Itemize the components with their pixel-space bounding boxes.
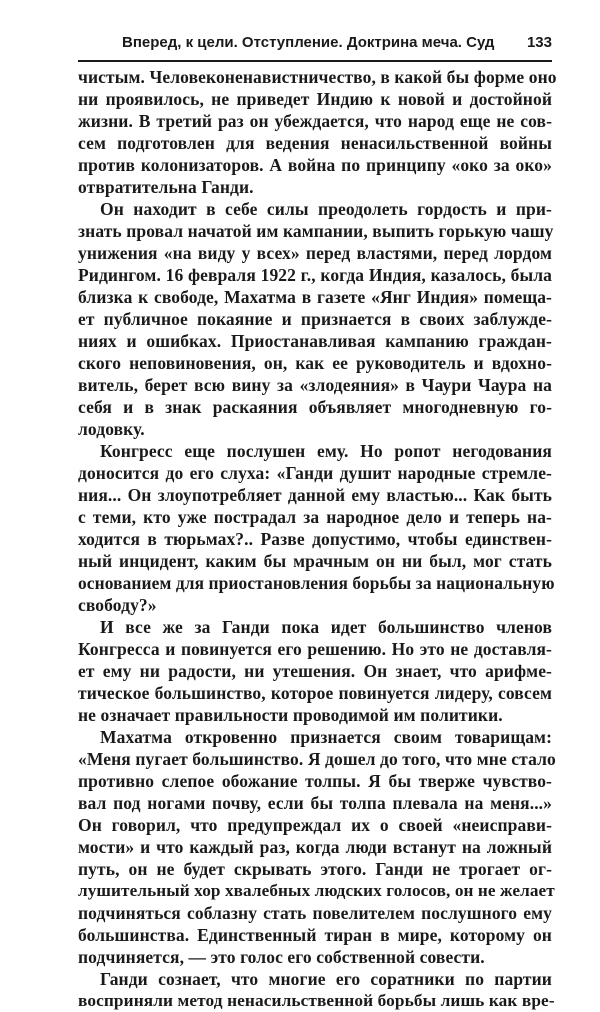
text-line: вал под ногами почву, если бы толпа плевала на меня...» [78,793,552,813]
text-line: ского неповиновения, он, как ее руководитель и вдохно- [78,353,552,373]
text-line: Он находит в себе силы преодолеть гордость и при- [100,199,552,219]
page-number: 133 [526,34,552,51]
text-line: доносится до его слуха: «Ганди душит народные стремле- [78,463,552,483]
text-line: путь, он не будет скрывать этого. Ганди не трогает ог- [78,859,552,879]
text-line: чистым. Человеконенавистничество, в какой бы форме оно [78,67,557,87]
text-line: отвратительна Ганди. [78,177,254,197]
paragraph-3 [78,440,555,616]
text-line: Конгресс еще послушен ему. Но ропот негодования [100,441,552,461]
text-line: лодовку. [78,419,145,439]
text-line: противно слепое обожание толпы. Я бы тверже чувство- [78,771,552,791]
text-line: ниях и ошибках. Приостанавливая кампанию граждан- [78,331,552,351]
text-line: ни проявилось, не приведет Индию к новой и достойной [78,89,552,109]
text-line: основанием для приостановления борьбы за национальную [78,573,555,593]
text-line: тическое большинство, которое повинуется лидеру, совсем [78,683,552,703]
text-line: Ридингом. 16 февраля 1922 г., когда Индия, казалось, была [78,265,552,285]
text-line: И все же за Ганди пока идет большинство членов [100,617,552,637]
text-line: витель, берет всю вину за «злодеяния» в Чаури Чаура на [78,375,552,395]
running-head [78,30,552,56]
text-line: с теми, кто уже пострадал за народное дело и теперь на- [78,507,552,527]
text-line: ет публичное покаяние и признается в своих заблужде- [78,309,552,329]
text-line: себя и в знак раскаяния объявляет многодневную го- [78,397,552,417]
text-line: лушительный хор хвалебных людских голосов, он не желает [78,881,555,900]
running-title: Вперед, к цели. Отступление. Доктрина меча. Суд [122,34,495,51]
text-line: мости» и что каждый раз, когда люди встанут на ложный [78,837,552,857]
text-line: Он говорил, что предупреждал их о своей «неисправи- [78,815,552,835]
text-line: против колонизаторов. А война по принципу «око за око» [78,155,552,175]
header-rule [78,60,552,62]
text-line: не означает правильности проводимой им политики. [78,705,503,725]
text-line: унижения «на виду у всех» перед властями, перед лордом [78,243,552,263]
body-text [78,66,557,1012]
text-line: близка к свободе, Махатма в газете «Янг Индия» помеща- [78,287,552,307]
paragraph-1 [78,66,557,198]
text-line: подчиняться соблазну стать повелителем послушного ему [78,903,552,923]
paragraph-6 [78,968,555,1012]
paragraph-5 [78,726,556,968]
text-line: ет ему ни радости, ни утешения. Он знает, что арифме- [78,661,552,681]
text-line: сем подготовлен для ведения ненасильственной войны [78,133,552,153]
paragraph-4 [78,616,552,726]
text-line: ходится в тюрьмах?.. Разве допустимо, чтобы единствен- [78,529,552,549]
text-line: знать провал начатой им кампании, выпить горькую чашу [78,221,554,241]
text-line: ния... Он злоупотребляет данной ему властью... Как быть [78,485,552,505]
text-line: Ганди сознает, что многие его соратники по партии [100,969,552,989]
text-line: ный инцидент, каким бы мрачным он ни был, мог стать [78,551,552,571]
text-line: Конгресса и повинуется его решению. Но это не доставля- [78,639,552,659]
text-line: свободу?» [78,595,157,615]
paragraph-2 [78,198,552,440]
text-line: «Меня пугает большинство. Я дошел до того, что мне стало [78,749,556,769]
text-line: восприняли метод ненасильственной борьбы лишь как вре- [78,991,555,1010]
text-line: жизни. В третий раз он убеждается, что народ еще не сов- [78,111,552,131]
text-line: Махатма откровенно признается своим товарищам: [100,727,552,747]
text-line: большинства. Единственный тиран в мире, которому он [78,925,552,945]
text-line: подчиняется, — это голос его собственной совести. [78,947,485,967]
